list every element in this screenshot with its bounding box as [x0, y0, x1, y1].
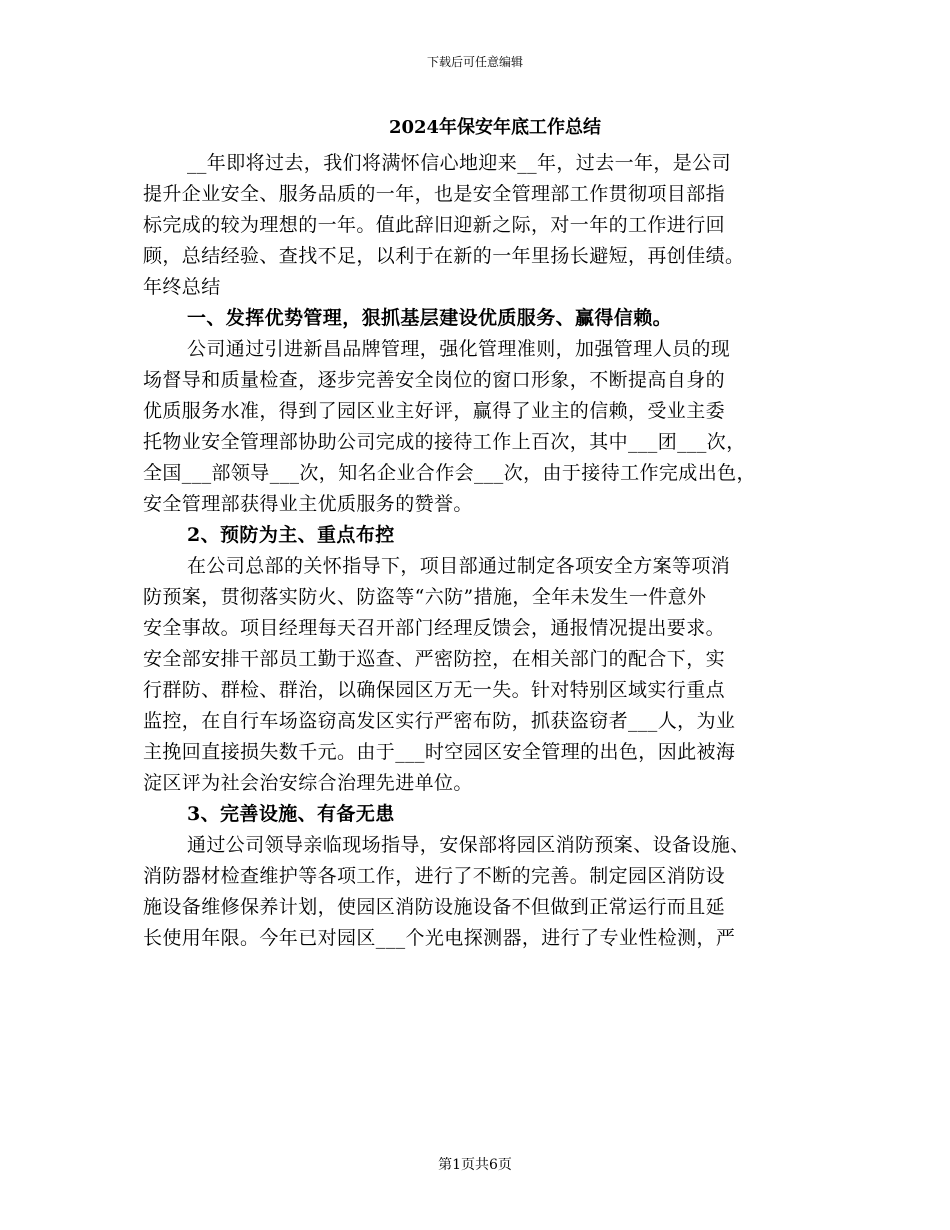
paragraph-line: 标完成的较为理想的一年。值此辞旧迎新之际，对一年的工作进行回	[143, 214, 726, 236]
paragraph-line: 消防器材检查维护等各项工作，进行了不断的完善。制定园区消防设	[143, 865, 726, 887]
paragraph-line: 公司通过引进新昌品牌管理，强化管理准则，加强管理人员的现	[187, 338, 731, 360]
paragraph-line: 施设备维修保养计划，使园区消防设施设备不但做到正常运行而且延	[143, 896, 726, 918]
paragraph-line: 安全事故。项目经理每天召开部门经理反馈会，通报情况提出要求。	[143, 617, 726, 639]
paragraph-line: 场督导和质量检查，逐步完善安全岗位的窗口形象，不断提高自身的	[143, 369, 726, 391]
paragraph-line: 行群防、群检、群治，以确保园区万无一失。针对特别区域实行重点	[143, 679, 726, 701]
section-heading: 一、发挥优势管理，狠抓基层建设优质服务、赢得信赖。	[187, 307, 673, 329]
paragraph-line: 顾，总结经验、查找不足，以利于在新的一年里扬长避短，再创佳绩。	[143, 245, 745, 267]
paragraph-line: 长使用年限。今年已对园区___个光电探测器，进行了专业性检测，严	[143, 927, 736, 949]
paragraph-line: 淀区评为社会治安综合治理先进单位。	[143, 772, 473, 794]
paragraph-line: 安全管理部获得业主优质服务的赞誉。	[143, 493, 473, 515]
paragraph-line: 提升企业安全、服务品质的一年，也是安全管理部工作贯彻项目部指	[143, 183, 726, 205]
paragraph-line: 托物业安全管理部协助公司完成的接待工作上百次，其中___团___次，	[143, 431, 746, 453]
paragraph-line: 全国___部领导___次，知名企业合作会___次，由于接待工作完成出色，	[143, 462, 756, 484]
document-title: 2024年保安年底工作总结	[388, 117, 602, 138]
paragraph-line: 主挽回直接损失数千元。由于___时空园区安全管理的出色，因此被海	[143, 741, 736, 763]
header-note: 下载后可任意编辑	[426, 55, 523, 69]
document-body	[143, 148, 823, 954]
paragraph-line: 在公司总部的关怀指导下，项目部通过制定各项安全方案等项消	[187, 555, 731, 577]
paragraph-line: 监控，在自行车场盗窃高发区实行严密布防，抓获盗窃者___人，为业	[143, 710, 736, 732]
page-footer: 第1页共6页	[438, 1157, 512, 1173]
paragraph-line: 安全部安排干部员工勤于巡查、严密防控，在相关部门的配合下，实	[143, 648, 726, 670]
section-heading: 3、完善设施、有备无患	[187, 803, 395, 825]
paragraph-line: 防预案，贯彻落实防火、防盗等“六防”措施，全年未发生一件意外	[143, 586, 707, 608]
paragraph-line: 年终总结	[143, 276, 221, 298]
paragraph-line: 优质服务水准，得到了园区业主好评，赢得了业主的信赖，受业主委	[143, 400, 726, 422]
section-heading: 2、预防为主、重点布控	[187, 524, 395, 546]
paragraph-line: __年即将过去，我们将满怀信心地迎来__年，过去一年，是公司	[187, 152, 732, 174]
paragraph-line: 通过公司领导亲临现场指导，安保部将园区消防预案、设备设施、	[187, 834, 750, 856]
